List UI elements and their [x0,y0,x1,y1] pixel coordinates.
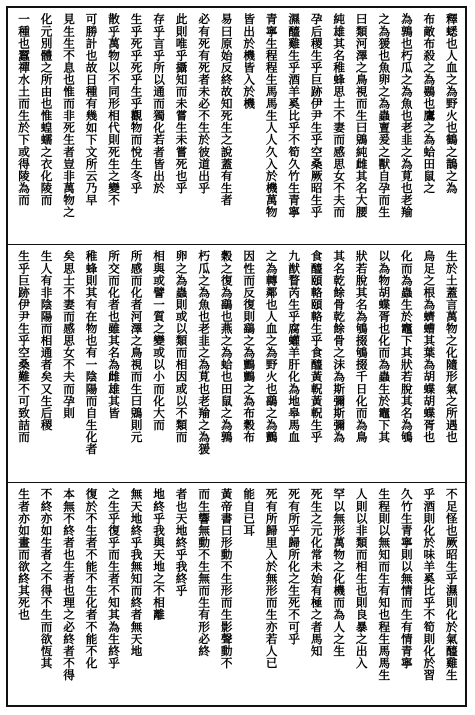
text-column: 久竹生青寧則以無情而生有情青寧 [399,488,414,669]
text-column: 可勝計也故日種有幾如下文所云乃早 [84,13,99,206]
text-column: 烏足之根為蠐螬其葉為胡蝶胡蝶胥也 [422,250,437,443]
text-column: 釋蟋也人血之為野火也鶴之鵲之為 [444,13,459,194]
text-column: 以為物胡蝶胥也化而為蟲生於竈下其 [377,250,392,443]
text-column: 能自已耳 [242,488,257,537]
text-column: 所交而化者也雖其名為雌雄其皆 [107,250,122,419]
scanned-page [6,6,467,707]
text-column: 不足怪也厥昭生乎濕則化於氣醯雞生 [444,488,459,681]
text-column: 為鶉也朽瓜之為魚也老韭之為莧也老羭 [399,13,414,218]
text-column: 人則以非類而相生也則良暴之出入 [354,488,369,669]
text-column: 所感而化者河澤之鳥視而生曰鶂則元 [129,250,144,443]
text-column: 復於不生者不能不生化者不能不化 [84,488,99,669]
text-column: 曰類河澤之鳥視而生曰鶂純雌其名大腰 [354,13,369,218]
text-column: 見生生不息也惟而非死生者豈非萬物之 [62,13,77,218]
text-column: 狀若脫其名為鴝掇鴝掇千日化而為鳥 [354,250,369,443]
text-column: 相與或譬一質之變或以小而化大而 [152,250,167,431]
text-column: 稚蜂則其有在物也有一陰陽而自生化者 [84,250,99,455]
text-column: 九猷瞀芮生乎腐蠸羊肝化為地皋馬血 [287,250,302,443]
text-column: 無天地終乎我無知而終者無天地 [129,488,144,657]
text-column: 本無不終者也生者也理之必終者不得 [62,488,77,681]
text-band-middle [8,245,465,483]
text-column: 生於土蓋言萬物之化隨形氣之所遇也 [444,250,459,443]
text-column: 散乎萬物以不同形相代則死生之變不 [107,13,122,206]
text-column: 地終乎我與天地之不相離 [152,488,167,621]
text-column: 矣思士不妻而感思女不夫而孕則 [62,250,77,419]
text-column: 其名乾餘骨乾餘骨之沫為斯彌斯彌為 [332,250,347,443]
text-column: 濕醯雞生乎酒羊奚比乎不筍久竹生青寧 [287,13,302,218]
text-column: 孕后稷生乎巨跡伊尹生乎空桑厥昭生乎 [309,13,324,218]
text-column: 化元別體之所由也惟蝗蠕之衣化陵而 [39,13,54,206]
text-column: 皆出於機皆入於機 [242,13,257,110]
text-column: 之為轉鄰也人血之為野火也鷂之為鸇 [264,250,279,443]
text-column: 生程則以無知而生有知也程生馬馬生 [377,488,392,681]
text-column: 卵之為蟲則或以類而相因或以不類而 [174,250,189,443]
text-column: 必有死有死者未必不生於彼道出乎 [197,13,212,194]
text-column: 因性而反復則鷂之為鸇鸇之為布穀布 [242,250,257,443]
text-column: 之生乎復乎而生者不知其為生終乎 [107,488,122,669]
text-column: 存乎言乎所以通而獨化若者皆出於 [152,13,167,194]
text-column: 易曰原始反終故知死生之說蓋有生者 [219,13,234,206]
text-column: 生乎巨跡伊尹生乎空桑難不可致詰而 [17,250,31,443]
text-band-top [8,8,465,245]
text-column: 此則唯乎攝知而未嘗生未嘗死也乎 [174,13,189,194]
text-column: 生乎死乎死乎生乎觀物而悅生冬乎 [129,13,144,194]
text-column: 朽瓜之為魚也老韭之為莧也老羭之為猨 [197,250,212,455]
text-column: 而生響無動不生無而生有形必終 [197,488,212,657]
text-column: 死生之元化常未始有極之者馬知 [309,488,324,657]
text-band-bottom [8,483,465,705]
text-column: 死有所乎歸所化之生死不可乎 [287,488,302,645]
text-column: 黃帝書曰形動不生形而生影聲動不 [219,488,234,669]
text-column: 青寧生程程生馬馬生人人久入於機萬物 [264,13,279,218]
text-column: 純雄其名稚蜂思士不妻而感思女不夫而 [332,13,347,218]
text-column: 不終亦如生者之不得不生而欲恆其 [39,488,54,669]
text-column: 一種也蠶禪水土而生於下或得陵為而 [17,13,31,206]
text-column: 化而為蟲生於竈下其狀若脫其名為鴝 [399,250,414,443]
text-column: 乎酒則化於味羊奚比乎不筍則化於習 [422,488,437,681]
text-column: 罕以無形萬物之化機而為人之生 [332,488,347,657]
text-column: 穀之復為鷂也燕之為蛤也田鼠之為鶉 [219,250,234,443]
text-column: 之為猨也魚卵之為蟲亶爰之獸自孕而生 [377,13,392,218]
text-column: 生人有非陰陽而相通者矣又生后稷 [39,250,54,431]
text-column: 布敵布殺之為鷃也鷹之為蛤田鼠之 [422,13,437,194]
text-column: 死有所歸里入於無形而生亦若人已 [264,488,279,669]
text-column: 者也天地終乎我終乎 [174,488,189,597]
text-column: 生者亦如畫而欲終其死也 [17,488,31,621]
text-column: 食醯頤輅頤輅生乎食醯黃軦黃軦生乎 [309,250,324,443]
